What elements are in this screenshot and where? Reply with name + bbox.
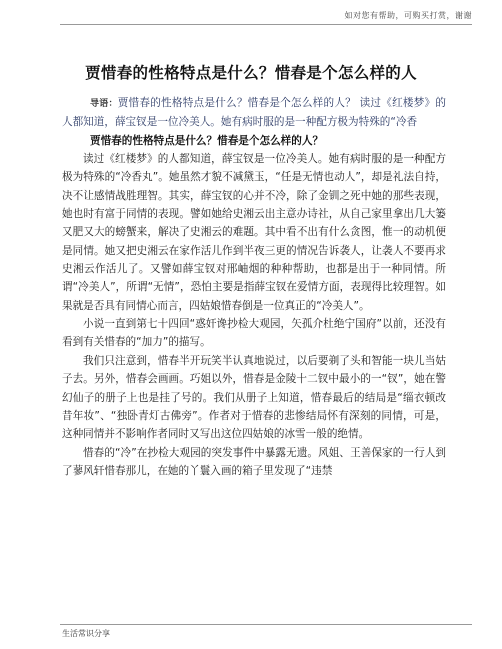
guide-text: 贾惜春的性格特点是什么？惜春是个怎么样的人？ 读过《红楼梦》的人都知道，薛宝钗是一位冷美人。她有病时服的是一种配方极为特殊的“冷香 bbox=[62, 97, 446, 129]
guide-label: 导语： bbox=[90, 99, 118, 109]
header-divider bbox=[60, 24, 472, 25]
body-paragraph: 我们只注意到，惜春半开玩笑半认真地说过，以后要剃了头和智能一块儿当姑子去。另外，惜春会画画。巧姐以外，惜春是金陵十二钗中最小的一“钗”，她在警幻仙子的册子上也是挂了号的。我们从册子上知道，惜春最后的结局是“缁衣顿改昔年妆”、“独卧青灯古佛旁”。作者对于惜春的悲惨结局怀有深刻的同情，可是，这种同情并不影响作者同时又写出这位四姑娘的冰雪一般的绝情。 bbox=[62, 354, 446, 441]
header-note: 如对您有帮助，可购买打赏，谢谢 bbox=[344, 11, 472, 20]
footer-note: 生活常识分享 bbox=[62, 629, 110, 638]
page-title: 贾惜春的性格特点是什么？惜春是个怎么样的人 bbox=[85, 64, 417, 82]
body-paragraph: 小说一直到第七十四回“惑奸谗抄检大观园，矢孤介杜绝宁国府”以前，还没有看到有关惜春的“加力”的描写。 bbox=[62, 318, 446, 349]
body-paragraph: 读过《红楼梦》的人都知道，薛宝钗是一位冷美人。她有病时服的是一种配方极为特殊的“冷香丸”。她虽然才貌不减黛玉，“任是无情也动人”，却是礼法自持，决不让感情战胜理智。其实，薛宝钗的心并不冷，除了金钏之死中她的那些表现，她也时有富于同情的表现。譬如她给史湘云出主意办诗社，从自己家里拿出几大篓又肥又大的螃蟹来，解决了史湘云的难题。其中看不出有什么贪图，惟一的动机便是同情。她又把史湘云在家作活儿作到半夜三更的情况告诉袭人，让袭人不要再求史湘云作活儿了。又譬如薛宝钗对邢岫烟的种种帮助，也都是出于一种同情。所谓“冷美人”，所谓“无情”，恐怕主要是指薛宝钗在爱情方面，表现得比较理智。如果就是否具有同情心而言，四姑娘惜春倒是一位真正的“冷美人”。 bbox=[62, 153, 446, 312]
footer-divider bbox=[60, 624, 472, 625]
body-paragraph: 惜春的“冷”在抄检大观园的突发事件中暴露无遗。风姐、王善保家的一行人到了蓼风轩惜春那儿，在她的丫鬟入画的箱子里发现了“违禁 bbox=[62, 446, 446, 477]
article-body bbox=[62, 94, 446, 480]
guide-paragraph bbox=[62, 94, 446, 132]
section-heading: 贾惜春的性格特点是什么？惜春是个怎么样的人？ bbox=[90, 134, 324, 147]
